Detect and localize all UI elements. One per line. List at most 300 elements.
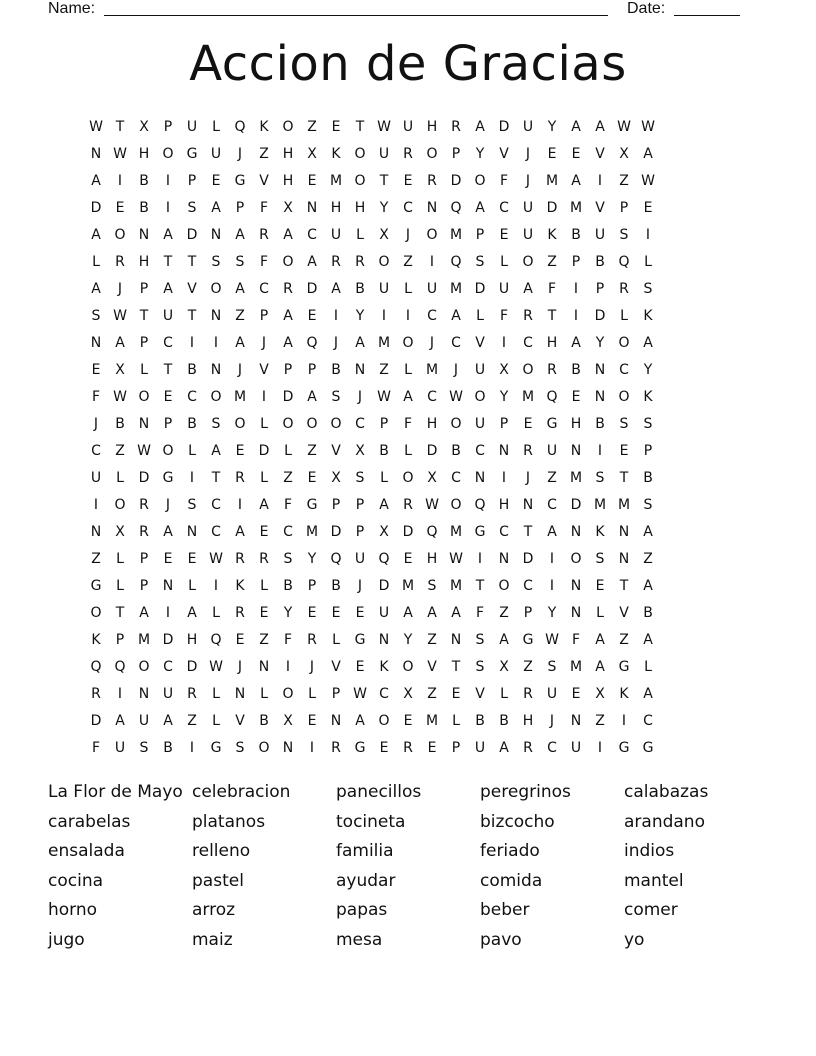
grid-letter[interactable]: E: [307, 605, 317, 621]
grid-letter[interactable]: X: [115, 362, 125, 378]
grid-letter[interactable]: M: [617, 497, 631, 513]
grid-letter[interactable]: G: [354, 740, 366, 756]
grid-letter[interactable]: A: [139, 605, 149, 621]
grid-letter[interactable]: P: [115, 632, 125, 648]
grid-letter[interactable]: P: [355, 497, 365, 513]
grid-letter[interactable]: U: [402, 119, 414, 135]
grid-letter[interactable]: O: [162, 146, 174, 162]
grid-letter[interactable]: D: [186, 227, 198, 243]
grid-letter[interactable]: S: [283, 551, 293, 567]
grid-letter[interactable]: J: [237, 362, 243, 378]
grid-letter[interactable]: N: [138, 416, 150, 432]
grid-letter[interactable]: Z: [235, 308, 245, 324]
grid-letter[interactable]: K: [91, 632, 101, 648]
grid-letter[interactable]: F: [475, 605, 485, 621]
grid-letter[interactable]: D: [498, 119, 510, 135]
grid-letter[interactable]: Q: [330, 551, 342, 567]
grid-letter[interactable]: G: [474, 524, 486, 540]
grid-letter[interactable]: I: [597, 740, 603, 756]
grid-letter[interactable]: C: [259, 281, 269, 297]
grid-letter[interactable]: N: [210, 362, 222, 378]
grid-letter[interactable]: S: [547, 659, 557, 675]
grid-letter[interactable]: E: [619, 443, 629, 459]
grid-letter[interactable]: B: [115, 416, 125, 432]
grid-letter[interactable]: E: [259, 524, 269, 540]
grid-letter[interactable]: E: [259, 605, 269, 621]
grid-letter[interactable]: W: [425, 497, 439, 513]
grid-letter[interactable]: X: [499, 659, 509, 675]
grid-letter[interactable]: E: [235, 632, 245, 648]
grid-letter[interactable]: L: [452, 713, 460, 729]
grid-letter[interactable]: M: [569, 659, 583, 675]
grid-letter[interactable]: D: [90, 713, 102, 729]
grid-letter[interactable]: R: [283, 281, 293, 297]
grid-letter[interactable]: R: [307, 632, 317, 648]
grid-letter[interactable]: F: [403, 416, 413, 432]
grid-letter[interactable]: V: [595, 146, 605, 162]
grid-letter[interactable]: G: [618, 659, 630, 675]
grid-letter[interactable]: M: [137, 632, 151, 648]
grid-letter[interactable]: P: [451, 146, 461, 162]
grid-letter[interactable]: V: [475, 335, 485, 351]
grid-letter[interactable]: G: [210, 740, 222, 756]
grid-letter[interactable]: A: [283, 227, 293, 243]
grid-letter[interactable]: J: [261, 335, 267, 351]
grid-letter[interactable]: I: [117, 173, 123, 189]
grid-letter[interactable]: A: [643, 632, 653, 648]
grid-letter[interactable]: I: [429, 254, 435, 270]
grid-letter[interactable]: H: [354, 200, 366, 216]
grid-letter[interactable]: X: [595, 686, 605, 702]
grid-letter[interactable]: R: [523, 740, 533, 756]
grid-letter[interactable]: F: [547, 281, 557, 297]
grid-letter[interactable]: C: [643, 713, 653, 729]
grid-letter[interactable]: R: [235, 470, 245, 486]
grid-letter[interactable]: A: [643, 524, 653, 540]
grid-letter[interactable]: X: [499, 362, 509, 378]
grid-letter[interactable]: G: [162, 470, 174, 486]
grid-letter[interactable]: A: [427, 605, 437, 621]
grid-letter[interactable]: C: [211, 524, 221, 540]
grid-letter[interactable]: G: [234, 173, 246, 189]
grid-letter[interactable]: R: [523, 443, 533, 459]
grid-letter[interactable]: E: [211, 173, 221, 189]
grid-letter[interactable]: T: [115, 605, 125, 621]
grid-letter[interactable]: A: [571, 173, 581, 189]
grid-letter[interactable]: C: [91, 443, 101, 459]
grid-letter[interactable]: A: [307, 254, 317, 270]
grid-letter[interactable]: M: [425, 713, 439, 729]
grid-letter[interactable]: W: [641, 119, 655, 135]
grid-letter[interactable]: E: [595, 578, 605, 594]
grid-letter[interactable]: E: [523, 416, 533, 432]
grid-letter[interactable]: U: [114, 740, 126, 756]
grid-letter[interactable]: V: [427, 659, 437, 675]
grid-letter[interactable]: E: [499, 227, 509, 243]
grid-letter[interactable]: N: [186, 524, 198, 540]
grid-letter[interactable]: S: [475, 254, 485, 270]
grid-letter[interactable]: G: [306, 497, 318, 513]
grid-letter[interactable]: C: [211, 497, 221, 513]
grid-letter[interactable]: N: [90, 524, 102, 540]
grid-letter[interactable]: W: [113, 308, 127, 324]
grid-letter[interactable]: C: [499, 524, 509, 540]
grid-letter[interactable]: T: [523, 524, 533, 540]
grid-letter[interactable]: J: [429, 335, 435, 351]
grid-letter[interactable]: C: [499, 200, 509, 216]
grid-letter[interactable]: S: [187, 497, 197, 513]
grid-letter[interactable]: P: [475, 227, 485, 243]
grid-letter[interactable]: A: [211, 443, 221, 459]
grid-letter[interactable]: Y: [547, 605, 557, 621]
grid-letter[interactable]: L: [188, 578, 196, 594]
grid-letter[interactable]: H: [186, 632, 198, 648]
grid-letter[interactable]: W: [209, 659, 223, 675]
grid-letter[interactable]: K: [259, 119, 269, 135]
grid-letter[interactable]: F: [91, 389, 101, 405]
grid-letter[interactable]: H: [282, 173, 294, 189]
grid-letter[interactable]: J: [357, 578, 363, 594]
grid-letter[interactable]: Z: [643, 551, 653, 567]
grid-letter[interactable]: G: [354, 632, 366, 648]
grid-letter[interactable]: J: [525, 470, 531, 486]
grid-letter[interactable]: I: [549, 578, 555, 594]
grid-letter[interactable]: X: [139, 119, 149, 135]
grid-letter[interactable]: R: [403, 497, 413, 513]
grid-letter[interactable]: S: [595, 470, 605, 486]
grid-letter[interactable]: X: [619, 146, 629, 162]
grid-letter[interactable]: D: [522, 551, 534, 567]
grid-letter[interactable]: P: [307, 362, 317, 378]
grid-letter[interactable]: S: [235, 740, 245, 756]
grid-letter[interactable]: C: [355, 416, 365, 432]
grid-letter[interactable]: E: [307, 713, 317, 729]
grid-letter[interactable]: I: [573, 281, 579, 297]
grid-letter[interactable]: N: [570, 524, 582, 540]
grid-letter[interactable]: Z: [499, 605, 509, 621]
grid-letter[interactable]: T: [475, 578, 485, 594]
grid-letter[interactable]: E: [331, 605, 341, 621]
grid-letter[interactable]: M: [449, 281, 463, 297]
grid-letter[interactable]: O: [450, 497, 462, 513]
grid-letter[interactable]: A: [499, 632, 509, 648]
grid-letter[interactable]: Y: [643, 362, 653, 378]
grid-letter[interactable]: H: [426, 551, 438, 567]
grid-letter[interactable]: N: [138, 227, 150, 243]
grid-letter[interactable]: P: [355, 524, 365, 540]
grid-letter[interactable]: B: [595, 254, 605, 270]
grid-letter[interactable]: P: [643, 443, 653, 459]
grid-letter[interactable]: J: [93, 416, 99, 432]
grid-letter[interactable]: C: [163, 335, 173, 351]
grid-letter[interactable]: K: [595, 524, 605, 540]
grid-letter[interactable]: T: [547, 308, 557, 324]
grid-letter[interactable]: E: [571, 389, 581, 405]
grid-letter[interactable]: A: [163, 713, 173, 729]
grid-letter[interactable]: W: [449, 389, 463, 405]
grid-letter[interactable]: K: [331, 146, 341, 162]
grid-letter[interactable]: Z: [91, 551, 101, 567]
grid-letter[interactable]: B: [571, 227, 581, 243]
grid-letter[interactable]: W: [137, 443, 151, 459]
grid-letter[interactable]: B: [499, 713, 509, 729]
grid-letter[interactable]: O: [618, 335, 630, 351]
grid-letter[interactable]: O: [402, 659, 414, 675]
grid-letter[interactable]: N: [258, 659, 270, 675]
grid-letter[interactable]: A: [91, 173, 101, 189]
grid-letter[interactable]: D: [138, 470, 150, 486]
grid-letter[interactable]: N: [210, 308, 222, 324]
grid-letter[interactable]: U: [546, 686, 558, 702]
grid-letter[interactable]: U: [90, 470, 102, 486]
grid-letter[interactable]: J: [525, 173, 531, 189]
grid-letter[interactable]: U: [474, 416, 486, 432]
grid-letter[interactable]: B: [451, 443, 461, 459]
grid-letter[interactable]: E: [427, 740, 437, 756]
grid-letter[interactable]: I: [597, 173, 603, 189]
grid-letter[interactable]: A: [571, 119, 581, 135]
grid-letter[interactable]: L: [308, 686, 316, 702]
grid-letter[interactable]: M: [569, 200, 583, 216]
grid-letter[interactable]: C: [307, 227, 317, 243]
grid-letter[interactable]: I: [165, 605, 171, 621]
grid-letter[interactable]: U: [378, 281, 390, 297]
grid-letter[interactable]: Z: [283, 470, 293, 486]
grid-letter[interactable]: W: [641, 173, 655, 189]
grid-letter[interactable]: O: [138, 659, 150, 675]
grid-letter[interactable]: A: [475, 119, 485, 135]
grid-letter[interactable]: I: [501, 470, 507, 486]
grid-letter[interactable]: T: [619, 578, 629, 594]
grid-letter[interactable]: A: [235, 281, 245, 297]
grid-letter[interactable]: L: [380, 470, 388, 486]
grid-letter[interactable]: R: [547, 362, 557, 378]
grid-letter[interactable]: W: [89, 119, 103, 135]
grid-letter[interactable]: E: [91, 362, 101, 378]
grid-letter[interactable]: L: [404, 281, 412, 297]
grid-letter[interactable]: O: [474, 389, 486, 405]
grid-letter[interactable]: N: [282, 740, 294, 756]
grid-letter[interactable]: P: [187, 173, 197, 189]
grid-letter[interactable]: I: [645, 227, 651, 243]
grid-letter[interactable]: A: [379, 497, 389, 513]
grid-letter[interactable]: R: [523, 686, 533, 702]
grid-letter[interactable]: U: [330, 227, 342, 243]
grid-letter[interactable]: O: [450, 416, 462, 432]
grid-letter[interactable]: I: [213, 335, 219, 351]
grid-letter[interactable]: F: [571, 632, 581, 648]
grid-letter[interactable]: T: [163, 254, 173, 270]
grid-letter[interactable]: L: [476, 308, 484, 324]
grid-letter[interactable]: X: [355, 443, 365, 459]
grid-letter[interactable]: D: [474, 281, 486, 297]
grid-letter[interactable]: U: [378, 605, 390, 621]
grid-letter[interactable]: S: [643, 281, 653, 297]
grid-letter[interactable]: M: [521, 389, 535, 405]
grid-letter[interactable]: T: [355, 119, 365, 135]
grid-letter[interactable]: A: [595, 119, 605, 135]
grid-letter[interactable]: V: [595, 200, 605, 216]
grid-letter[interactable]: M: [425, 362, 439, 378]
grid-letter[interactable]: N: [354, 362, 366, 378]
grid-letter[interactable]: D: [402, 524, 414, 540]
grid-letter[interactable]: Y: [595, 335, 605, 351]
grid-letter[interactable]: A: [187, 605, 197, 621]
grid-letter[interactable]: Z: [547, 470, 557, 486]
grid-letter[interactable]: U: [498, 281, 510, 297]
grid-letter[interactable]: E: [163, 389, 173, 405]
grid-letter[interactable]: N: [210, 227, 222, 243]
grid-letter[interactable]: V: [331, 443, 341, 459]
grid-letter[interactable]: I: [93, 497, 99, 513]
grid-letter[interactable]: K: [235, 578, 245, 594]
grid-letter[interactable]: O: [210, 389, 222, 405]
grid-letter[interactable]: T: [139, 308, 149, 324]
grid-letter[interactable]: R: [187, 686, 197, 702]
grid-letter[interactable]: A: [283, 308, 293, 324]
grid-letter[interactable]: D: [378, 578, 390, 594]
grid-letter[interactable]: A: [499, 740, 509, 756]
grid-letter[interactable]: F: [283, 632, 293, 648]
grid-letter[interactable]: A: [475, 200, 485, 216]
grid-letter[interactable]: A: [331, 281, 341, 297]
grid-letter[interactable]: A: [643, 686, 653, 702]
grid-letter[interactable]: D: [186, 659, 198, 675]
grid-letter[interactable]: O: [498, 578, 510, 594]
grid-letter[interactable]: O: [570, 551, 582, 567]
grid-letter[interactable]: Q: [210, 632, 222, 648]
grid-letter[interactable]: H: [570, 416, 582, 432]
grid-letter[interactable]: J: [237, 659, 243, 675]
grid-letter[interactable]: X: [379, 227, 389, 243]
grid-letter[interactable]: O: [474, 173, 486, 189]
grid-letter[interactable]: N: [618, 551, 630, 567]
grid-letter[interactable]: S: [427, 578, 437, 594]
grid-letter[interactable]: C: [379, 686, 389, 702]
grid-letter[interactable]: D: [594, 308, 606, 324]
grid-letter[interactable]: A: [163, 281, 173, 297]
grid-letter[interactable]: G: [546, 416, 558, 432]
grid-letter[interactable]: D: [90, 200, 102, 216]
grid-letter[interactable]: Y: [499, 389, 509, 405]
grid-letter[interactable]: N: [570, 443, 582, 459]
grid-letter[interactable]: N: [138, 686, 150, 702]
grid-letter[interactable]: Z: [379, 362, 389, 378]
grid-letter[interactable]: I: [189, 740, 195, 756]
grid-letter[interactable]: R: [139, 497, 149, 513]
grid-letter[interactable]: V: [475, 686, 485, 702]
grid-letter[interactable]: I: [333, 308, 339, 324]
grid-letter[interactable]: K: [379, 659, 389, 675]
grid-letter[interactable]: P: [163, 416, 173, 432]
grid-letter[interactable]: P: [307, 578, 317, 594]
grid-letter[interactable]: F: [91, 740, 101, 756]
grid-letter[interactable]: B: [139, 173, 149, 189]
grid-letter[interactable]: A: [355, 335, 365, 351]
grid-letter[interactable]: P: [235, 200, 245, 216]
grid-letter[interactable]: C: [523, 578, 533, 594]
grid-letter[interactable]: E: [307, 470, 317, 486]
grid-letter[interactable]: E: [307, 173, 317, 189]
grid-letter[interactable]: Y: [283, 605, 293, 621]
grid-letter[interactable]: O: [90, 605, 102, 621]
grid-letter[interactable]: U: [474, 362, 486, 378]
grid-letter[interactable]: M: [569, 470, 583, 486]
grid-letter[interactable]: E: [115, 200, 125, 216]
grid-letter[interactable]: Z: [595, 713, 605, 729]
grid-letter[interactable]: L: [596, 605, 604, 621]
grid-letter[interactable]: P: [523, 605, 533, 621]
grid-letter[interactable]: N: [570, 605, 582, 621]
grid-letter[interactable]: M: [233, 389, 247, 405]
grid-letter[interactable]: L: [284, 443, 292, 459]
grid-letter[interactable]: E: [379, 740, 389, 756]
grid-letter[interactable]: L: [116, 578, 124, 594]
date-blank-line[interactable]: [674, 15, 740, 16]
grid-letter[interactable]: H: [426, 416, 438, 432]
grid-letter[interactable]: H: [282, 146, 294, 162]
grid-letter[interactable]: N: [330, 713, 342, 729]
grid-letter[interactable]: U: [186, 119, 198, 135]
grid-letter[interactable]: N: [594, 389, 606, 405]
grid-letter[interactable]: T: [211, 470, 221, 486]
grid-letter[interactable]: N: [498, 443, 510, 459]
grid-letter[interactable]: I: [117, 686, 123, 702]
grid-letter[interactable]: T: [187, 308, 197, 324]
grid-letter[interactable]: O: [402, 470, 414, 486]
grid-letter[interactable]: C: [283, 524, 293, 540]
grid-letter[interactable]: Q: [90, 659, 102, 675]
grid-letter[interactable]: M: [305, 524, 319, 540]
grid-letter[interactable]: R: [259, 551, 269, 567]
grid-letter[interactable]: R: [331, 254, 341, 270]
grid-letter[interactable]: J: [309, 659, 315, 675]
grid-letter[interactable]: D: [546, 200, 558, 216]
grid-letter[interactable]: R: [403, 146, 413, 162]
grid-letter[interactable]: I: [381, 308, 387, 324]
grid-letter[interactable]: Q: [546, 389, 558, 405]
grid-letter[interactable]: I: [261, 389, 267, 405]
grid-letter[interactable]: B: [139, 200, 149, 216]
grid-letter[interactable]: E: [331, 119, 341, 135]
grid-letter[interactable]: G: [642, 740, 654, 756]
grid-letter[interactable]: V: [235, 713, 245, 729]
grid-letter[interactable]: V: [187, 281, 197, 297]
grid-letter[interactable]: R: [91, 686, 101, 702]
grid-letter[interactable]: A: [523, 281, 533, 297]
grid-letter[interactable]: T: [187, 254, 197, 270]
grid-letter[interactable]: S: [91, 308, 101, 324]
grid-letter[interactable]: U: [570, 740, 582, 756]
grid-letter[interactable]: H: [522, 713, 534, 729]
grid-letter[interactable]: A: [571, 335, 581, 351]
grid-letter[interactable]: B: [643, 470, 653, 486]
grid-letter[interactable]: U: [594, 227, 606, 243]
grid-letter[interactable]: O: [282, 254, 294, 270]
grid-letter[interactable]: M: [545, 173, 559, 189]
grid-letter[interactable]: H: [138, 146, 150, 162]
grid-letter[interactable]: O: [210, 281, 222, 297]
grid-letter[interactable]: X: [283, 200, 293, 216]
grid-letter[interactable]: M: [377, 335, 391, 351]
grid-letter[interactable]: V: [259, 173, 269, 189]
grid-letter[interactable]: S: [619, 227, 629, 243]
grid-letter[interactable]: L: [260, 686, 268, 702]
grid-letter[interactable]: Z: [115, 443, 125, 459]
grid-letter[interactable]: C: [547, 740, 557, 756]
grid-letter[interactable]: E: [451, 686, 461, 702]
grid-letter[interactable]: J: [405, 227, 411, 243]
